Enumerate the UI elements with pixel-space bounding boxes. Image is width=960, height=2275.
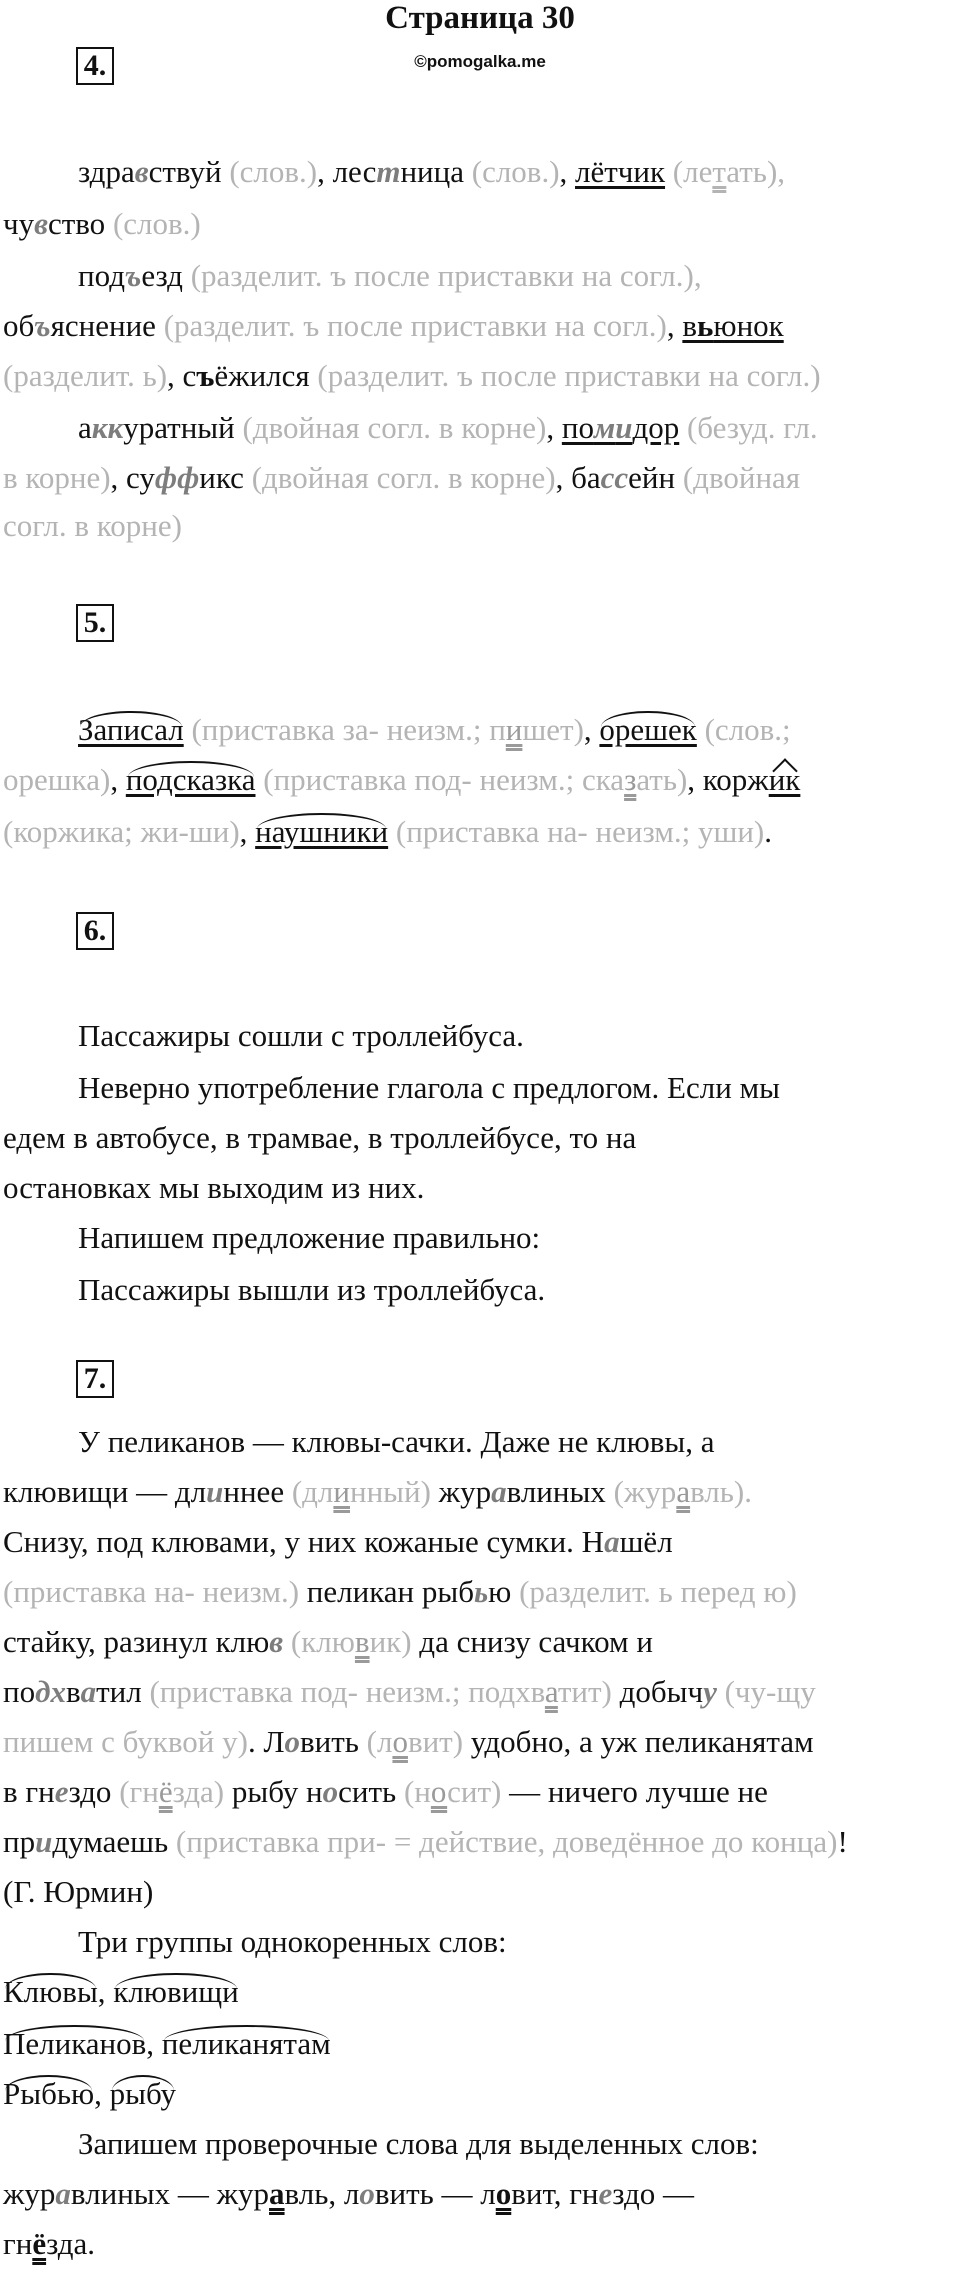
- task7-line-9: придумаешь (приставка при- = действие, доведённое до конца)!: [3, 1824, 848, 1859]
- task6-line-2: Неверно употребление глагола с предлогом. Если мы: [78, 1070, 780, 1105]
- task7-check-line-2: гнёзда.: [3, 2226, 96, 2261]
- word-zapisal: Записал: [78, 710, 184, 750]
- task7-line-8: в гнездо (гнёзда) рыбу носить (носит) — ничего лучше не: [3, 1774, 768, 1809]
- task7-check-line-1: журавлиных — журавль, ловить — ловит, гнездо —: [3, 2176, 694, 2211]
- task4-line-6: аккуратный (двойная согл. в корне), помидор (безуд. гл.: [78, 410, 818, 445]
- word-korzhik-suffix: ик: [769, 760, 801, 800]
- task-number-4: 4.: [76, 47, 114, 85]
- task7-line-2: клювищи — длиннее (длинный) журавлиных (журавль).: [3, 1474, 752, 1509]
- task4-line-4: объяснение (разделит. ъ после приставки на согл.), вьюнок: [3, 308, 784, 343]
- watermark: ©pomogalka.me: [414, 52, 546, 71]
- task4-line-5: (разделит. ь), съёжился (разделит. ъ после приставки на согл.): [3, 358, 821, 393]
- task7-line-4: (приставка на- неизм.) пеликан рыбью (разделит. ь перед ю): [3, 1574, 797, 1609]
- task7-line-5: стайку, разинул клюв (клювик) да снизу сачком и: [3, 1624, 653, 1659]
- task7-line-3: Снизу, под клювами, у них кожаные сумки. Нашёл: [3, 1524, 673, 1559]
- task5-line-1: Записал (приставка за- неизм.; пишет), орешек (слов.;: [78, 710, 791, 750]
- task4-line-8: согл. в корне): [3, 508, 182, 543]
- task5-line-2: орешка), подсказка (приставка под- неизм.; сказать), коржик: [3, 760, 800, 800]
- task6-line-3: едем в автобусе, в трамвае, в троллейбусе, то на: [3, 1120, 637, 1155]
- task7-line-1: У пеликанов — клювы-сачки. Даже не клювы, а: [78, 1424, 715, 1459]
- task4-line-7: в корне), суффикс (двойная согл. в корне), бассейн (двойная: [3, 460, 801, 495]
- task-number-7: 7.: [76, 1360, 114, 1398]
- task7-group-3: Рыбью, рыбу: [3, 2074, 176, 2114]
- task7-group-1: Клювы, клювищи: [3, 1972, 239, 2012]
- page-title: Страница 30: [385, 0, 575, 36]
- task6-line-6: Пассажиры вышли из троллейбуса.: [78, 1272, 546, 1307]
- task6-line-1: Пассажиры сошли с троллейбуса.: [78, 1018, 524, 1053]
- task7-author: (Г. Юрмин): [3, 1874, 154, 1909]
- task-number-5: 5.: [76, 604, 114, 642]
- task4-line-1: здравствуй (слов.), лестница (слов.), лётчик (летать),: [78, 154, 786, 189]
- task7-check-intro: Запишем проверочные слова для выделенных слов:: [78, 2126, 759, 2161]
- task7-line-6: подхватил (приставка под- неизм.; подхватит) добычу (чу-щу: [3, 1674, 816, 1709]
- task7-group-2: Пеликанов, пеликанятам: [3, 2024, 331, 2064]
- task6-line-4: остановках мы выходим из них.: [3, 1170, 425, 1205]
- word-podskazka: подсказка: [126, 760, 256, 800]
- word-oreshek: орешек: [599, 710, 696, 750]
- task4-line-2: чувство (слов.): [3, 206, 201, 241]
- word-naushniki: наушники: [255, 812, 388, 852]
- task5-line-3: (коржика; жи-ши), наушники (приставка на- неизм.; уши).: [3, 812, 772, 852]
- task-number-6: 6.: [76, 912, 114, 950]
- task6-line-5: Напишем предложение правильно:: [78, 1220, 541, 1255]
- task7-groups-intro: Три группы однокоренных слов:: [78, 1924, 507, 1959]
- task7-line-7: пишем с буквой у). Ловить (ловит) удобно, а уж пеликанятам: [3, 1724, 814, 1759]
- task4-line-3: подъезд (разделит. ъ после приставки на согл.),: [78, 258, 702, 293]
